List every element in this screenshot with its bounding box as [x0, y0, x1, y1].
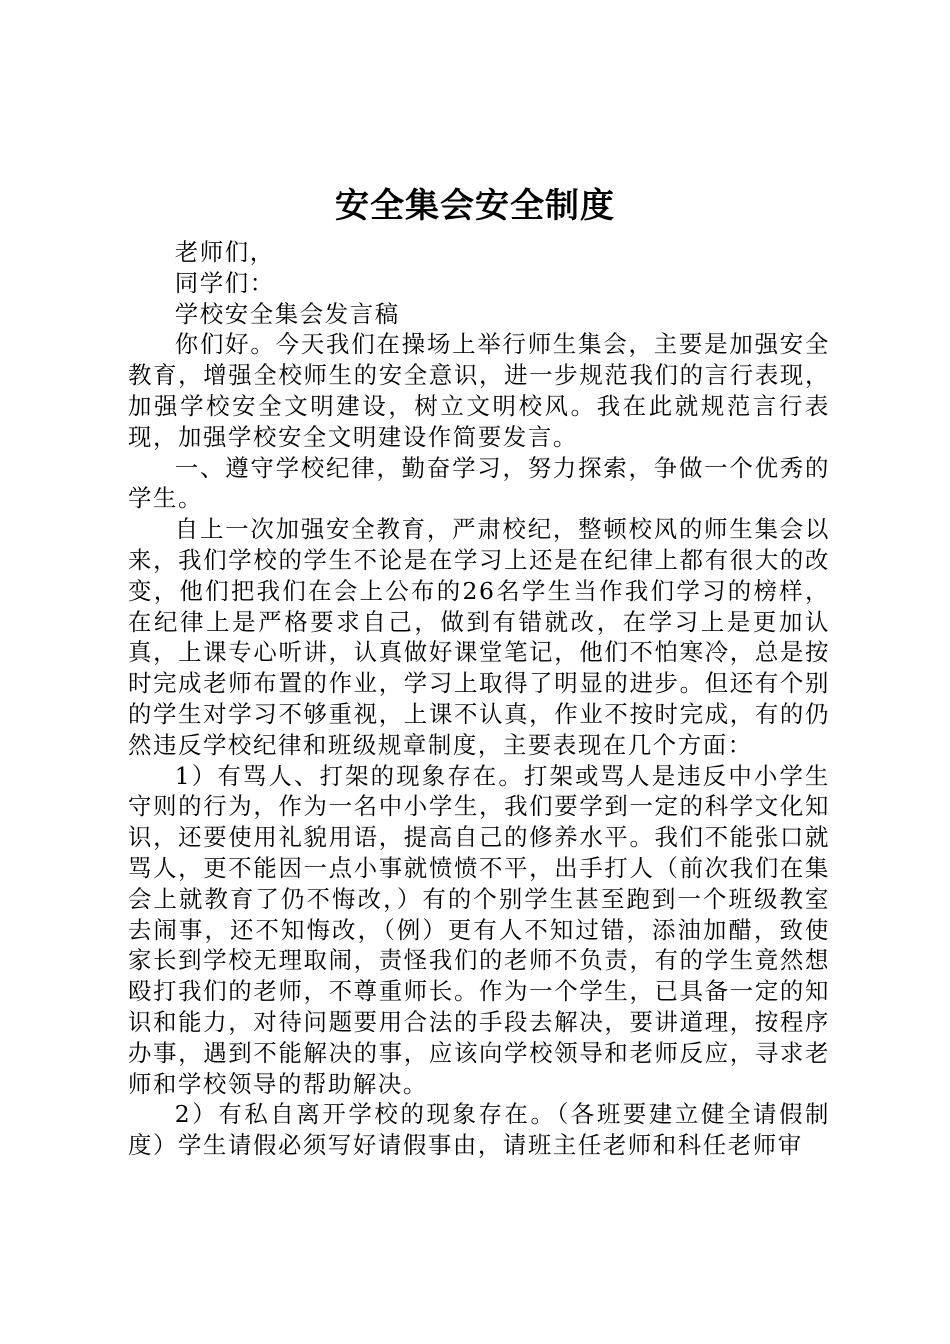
- document-title: 安全集会安全制度: [335, 186, 615, 226]
- speech-heading: 学校安全集会发言稿: [174, 299, 400, 328]
- paragraph-progress: 自上一次加强安全教育，严肃校纪，整顿校风的师生集会以来，我们学校的学生不论是在学习上还是在纪律上都有很大的改变，他们把我们在会上公布的26名学生当作我们学习的榜样，在纪律上是严格要求自己，做到有错就改，在学习上是更加认真，上课专心听讲，认真做好课堂笔记，他们不怕寒冷，总是按时完成老师布置的作业，学习上取得了明显的进步。但还有个别的学生对学习不够重视，上课不认真，作业不按时完成，有的仍然违反学校纪律和班级规章制度，主要表现在几个方面：: [128, 515, 830, 759]
- paragraph-point-two: 2）有私自离开学校的现象存在。（各班要建立健全请假制度）学生请假必须写好请假事由，请班主任老师和科任老师审: [128, 1100, 830, 1160]
- salutation-students: 同学们：: [174, 268, 275, 297]
- paragraph-point-one: 1）有骂人、打架的现象存在。打架或骂人是违反中小学生守则的行为，作为一名中小学生，我们要学到一定的科学文化知识，还要使用礼貌用语，提高自己的修养水平。我们不能张口就骂人，更不能因一点小事就愤愤不平，出手打人（前次我们在集会上就教育了仍不悔改，）有的个别学生甚至跑到一个班级教室去闹事，还不知悔改，（例）更有人不知过错，添油加醋，致使家长到学校无理取闹，责怪我们的老师不负责，有的学生竟然想殴打我们的老师，不尊重师长。作为一个学生，已具备一定的知识和能力，对待问题要用合法的手段去解决，要讲道理，按程序办事，遇到不能解决的事，应该向学校领导和老师反应，寻求老师和学校领导的帮助解决。: [128, 761, 830, 1098]
- paragraph-intro: 你们好。今天我们在操场上举行师生集会，主要是加强安全教育，增强全校师生的安全意识，进一步规范我们的言行表现，加强学校安全文明建设，树立文明校风。我在此就规范言行表现，加强学校安全文明建设作简要发言。: [128, 330, 830, 451]
- salutation-teachers: 老师们，: [174, 238, 275, 266]
- document-body: [128, 237, 830, 1161]
- section-heading-one: 一、遵守学校纪律，勤奋学习，努力探索，争做一个优秀的学生。: [128, 453, 830, 513]
